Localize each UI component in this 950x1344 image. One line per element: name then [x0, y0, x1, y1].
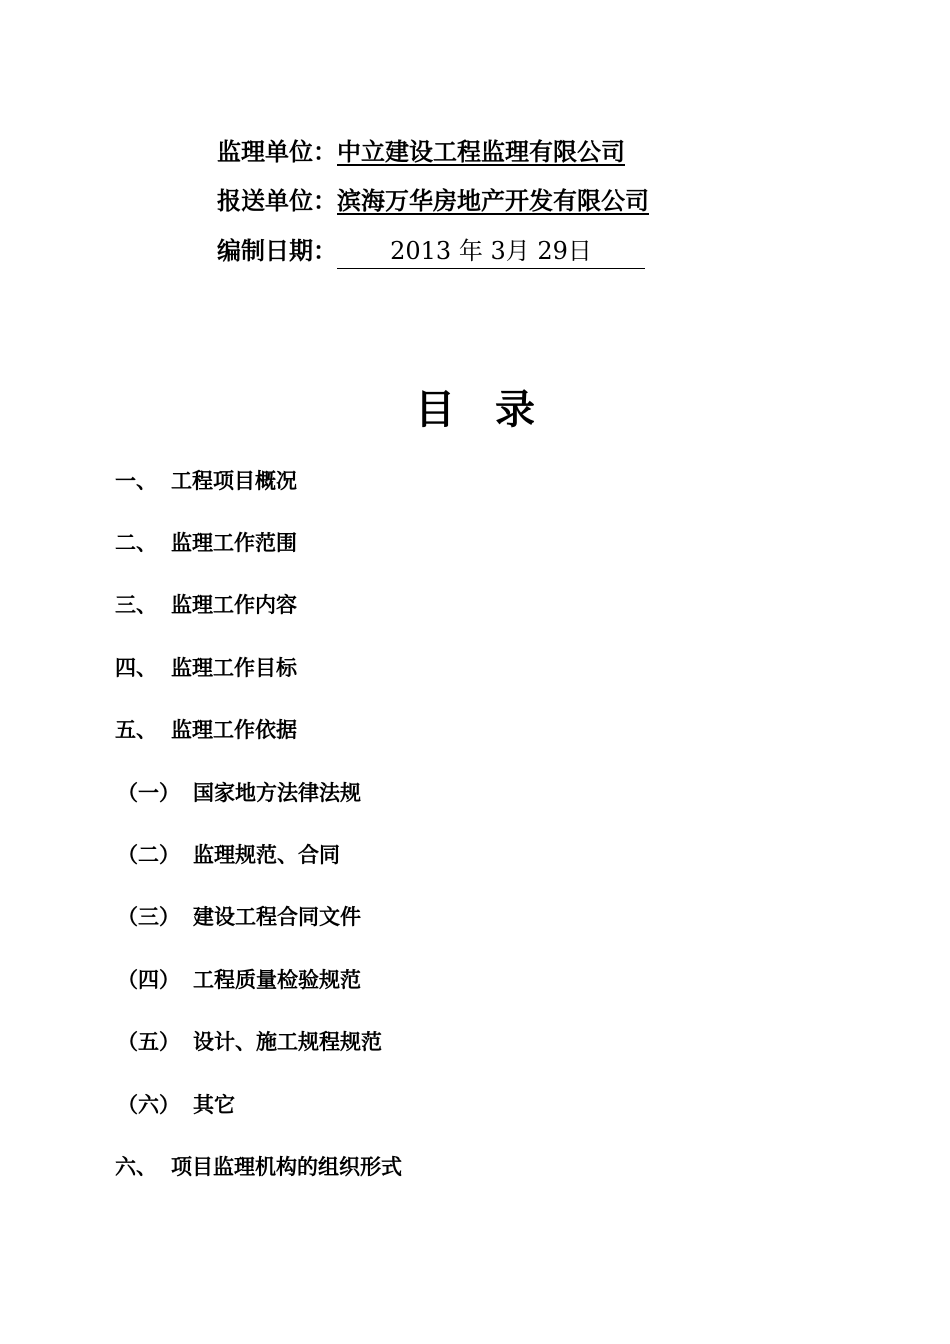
toc-item-text: 建设工程合同文件 [193, 905, 361, 929]
toc-item-number: 五、 [115, 718, 157, 742]
recipient-label: 报送单位： [217, 187, 337, 215]
toc-item-text: 其它 [193, 1093, 235, 1117]
toc-item [115, 654, 297, 682]
recipient-line [217, 186, 649, 216]
toc-item [115, 467, 297, 495]
toc-item [117, 1028, 382, 1056]
toc-item [117, 779, 361, 807]
toc-item-number: （六） [117, 1093, 180, 1117]
toc-item-number: 二、 [115, 531, 157, 555]
toc-item [115, 716, 297, 744]
toc-item-number: （一） [117, 781, 180, 805]
toc-item-text: 项目监理机构的组织形式 [171, 1155, 402, 1179]
toc-item-number: 三、 [115, 593, 157, 617]
toc-item [115, 1153, 402, 1181]
toc-item-number: （四） [117, 968, 180, 992]
toc-item-text: 工程质量检验规范 [193, 968, 361, 992]
toc-item [117, 841, 340, 869]
supervisor-label: 监理单位： [217, 138, 337, 166]
toc-item-number: 四、 [115, 656, 157, 680]
toc-item-text: 监理工作范围 [171, 531, 297, 555]
supervisor-line [217, 137, 625, 167]
toc-item-text: 监理规范、合同 [193, 843, 340, 867]
toc-item-number: （三） [117, 905, 180, 929]
recipient-value: 滨海万华房地产开发有限公司 [337, 187, 649, 215]
toc-item-number: 六、 [115, 1155, 157, 1179]
date-value: 2013 年 3月 29日 [337, 236, 645, 269]
date-line [217, 236, 645, 269]
toc-title: 目录 [415, 387, 575, 433]
toc-item [115, 529, 297, 557]
toc-item-text: 工程项目概况 [171, 469, 297, 493]
toc-item [117, 903, 361, 931]
date-label: 编制日期： [217, 237, 337, 265]
toc-item-text: 监理工作目标 [171, 656, 297, 680]
toc-item-text: 国家地方法律法规 [193, 781, 361, 805]
toc-item [117, 1091, 235, 1119]
toc-item [117, 966, 361, 994]
toc-item-number: （二） [117, 843, 180, 867]
supervisor-value: 中立建设工程监理有限公司 [337, 138, 625, 166]
toc-item-number: 一、 [115, 469, 157, 493]
toc-item [115, 591, 297, 619]
toc-item-text: 监理工作依据 [171, 718, 297, 742]
toc-item-number: （五） [117, 1030, 180, 1054]
toc-item-text: 设计、施工规程规范 [193, 1030, 382, 1054]
toc-item-text: 监理工作内容 [171, 593, 297, 617]
